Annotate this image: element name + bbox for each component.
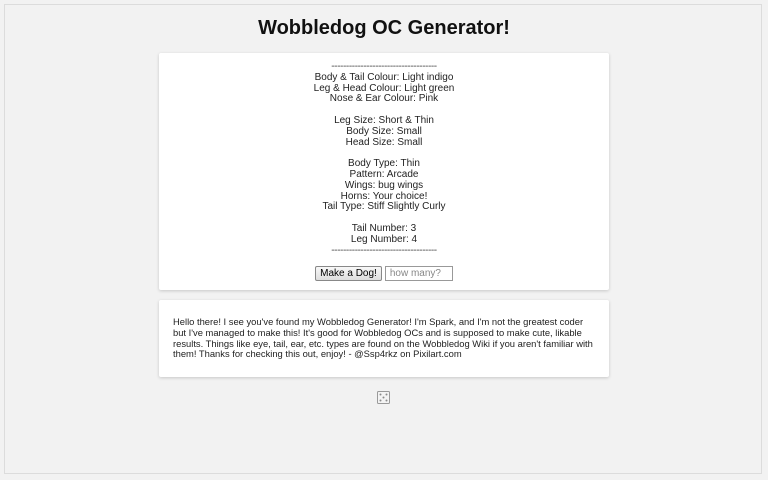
result-horns: Horns: Your choice! (340, 190, 428, 202)
result-separator-bottom: ------------------------------------ (331, 244, 437, 256)
result-leg-number: Leg Number: 4 (350, 233, 418, 245)
info-card (159, 300, 609, 377)
make-dog-button[interactable]: Make a Dog! (315, 266, 382, 281)
result-output (159, 62, 609, 256)
generator-controls (0, 266, 768, 281)
result-leg-size: Leg Size: Short & Thin (334, 114, 434, 126)
result-head-size: Head Size: Small (345, 136, 423, 148)
result-tail-number: Tail Number: 3 (351, 222, 417, 234)
result-card (159, 53, 609, 290)
count-input[interactable] (385, 266, 453, 281)
result-leg-head-colour: Leg & Head Colour: Light green (313, 82, 455, 94)
dice-icon (377, 391, 390, 404)
result-separator-top: ------------------------------------ (331, 61, 437, 72)
result-tail-type: Tail Type: Stiff Slightly Curly (322, 201, 446, 213)
result-wings: Wings: bug wings (344, 179, 424, 191)
result-nose-ear-colour: Nose & Ear Colour: Pink (329, 93, 439, 105)
result-body-size: Body Size: Small (346, 125, 422, 137)
result-body-tail-colour: Body & Tail Colour: Light indigo (314, 71, 454, 83)
result-pattern: Pattern: Arcade (349, 168, 419, 180)
page-title: Wobbledog OC Generator! (258, 17, 510, 39)
result-body-type: Body Type: Thin (348, 158, 420, 170)
info-text: Hello there! I see you've found my Wobbledog Generator! I'm Spark, and I'm not the greatest coder but I've managed to make this! It's good for Wobbledog OCs and is supposed to make cute, likable results. Things like eye, tail, ear, etc. types are found on the Wobbledog Wiki if you aren't familiar with them! Thanks for checking this out, enjoy! - @Ssp4rkz on Pixilart.com (173, 316, 593, 360)
